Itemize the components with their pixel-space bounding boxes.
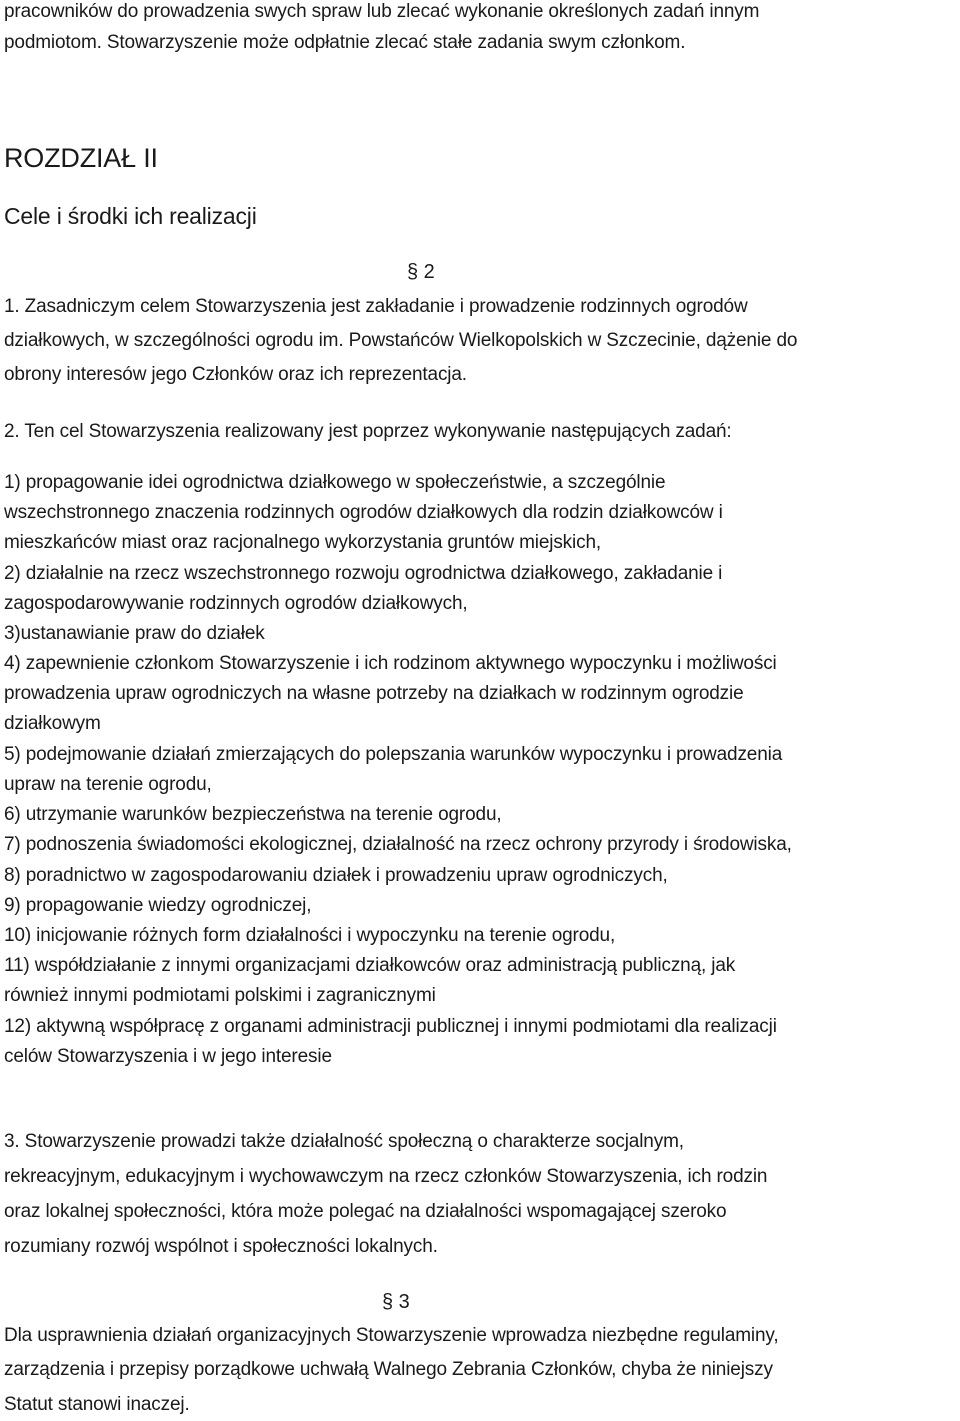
s2-point2-line: 7) podnoszenia świadomości ekologicznej, działalność na rzecz ochrony przyrody i środowiska, — [4, 834, 792, 855]
intro-line-2: podmiotom. Stowarzyszenie może odpłatnie zlecać stałe zadania swym członkom. — [4, 32, 686, 53]
s2-point2-line: celów Stowarzyszenia i w jego interesie — [4, 1046, 332, 1067]
s2-point2-line: 1) propagowanie idei ogrodnictwa działkowego w społeczeństwie, a szczególnie — [4, 472, 666, 493]
s2-point2-line: 8) poradnictwo w zagospodarowaniu działek i prowadzeniu upraw ogrodniczych, — [4, 865, 668, 886]
s3-line: Dla usprawnienia działań organizacyjnych Stowarzyszenie wprowadza niezbędne regulaminy, — [4, 1325, 779, 1346]
s2-point2-line: zagospodarowywanie rodzinnych ogrodów działkowych, — [4, 593, 468, 614]
s2-point1-line-2: działkowych, w szczególności ogrodu im. Powstańców Wielkopolskich w Szczecinie, dążenie do — [4, 330, 798, 351]
s2-point1-line-1: 1. Zasadniczym celem Stowarzyszenia jest zakładanie i prowadzenie rodzinnych ogrodów — [4, 296, 748, 317]
s2-point2-line: 10) inicjowanie różnych form działalności i wypoczynku na terenie ogrodu, — [4, 925, 616, 946]
s2-point3-line: 3. Stowarzyszenie prowadzi także działalność społeczną o charakterze socjalnym, — [4, 1131, 684, 1152]
section-2-mark: § 2 — [407, 261, 435, 283]
section-3-mark: § 3 — [382, 1291, 410, 1313]
s2-point2-line: 11) współdziałanie z innymi organizacjami działkowców oraz administracją publiczną, jak — [4, 955, 736, 976]
chapter-subtitle: Cele i środki ich realizacji — [4, 203, 257, 229]
s2-point2-line: 3)ustanawianie praw do działek — [4, 623, 265, 644]
s2-point2-intro: 2. Ten cel Stowarzyszenia realizowany jest poprzez wykonywanie następujących zadań: — [4, 421, 732, 442]
s2-point2-line: upraw na terenie ogrodu, — [4, 774, 212, 795]
s2-point3-line: oraz lokalnej społeczności, która może polegać na działalności wspomagającej szeroko — [4, 1201, 727, 1222]
s3-line: zarządzenia i przepisy porządkowe uchwałą Walnego Zebrania Członków, chyba że niniejszy — [4, 1359, 773, 1380]
chapter-title: ROZDZIAŁ II — [4, 143, 158, 173]
s2-point2-line: 2) działalnie na rzecz wszechstronnego rozwoju ogrodnictwa działkowego, zakładanie i — [4, 563, 723, 584]
s2-point2-line: 6) utrzymanie warunków bezpieczeństwa na terenie ogrodu, — [4, 804, 502, 825]
s2-point2-line: 9) propagowanie wiedzy ogrodniczej, — [4, 895, 312, 916]
s2-point2-line: działkowym — [4, 713, 101, 734]
s3-line: Statut stanowi inaczej. — [4, 1394, 190, 1415]
s2-point3-line: rekreacyjnym, edukacyjnym i wychowawczym na rzecz członków Stowarzyszenia, ich rodzin — [4, 1166, 768, 1187]
s2-point2-line: również innymi podmiotami polskimi i zagranicznymi — [4, 985, 436, 1006]
s2-point2-line: 4) zapewnienie członkom Stowarzyszenie i ich rodzinom aktywnego wypoczynku i możliwości — [4, 653, 777, 674]
s2-point2-line: 12) aktywną współpracę z organami administracji publicznej i innymi podmiotami dla realizacji — [4, 1016, 777, 1037]
s2-point1-line-3: obrony interesów jego Członków oraz ich reprezentacja. — [4, 364, 467, 385]
s2-point2-line: mieszkańców miast oraz racjonalnego wykorzystania gruntów miejskich, — [4, 532, 601, 553]
s2-point2-line: wszechstronnego znaczenia rodzinnych ogrodów działkowych dla rodzin działkowców i — [4, 502, 723, 523]
s2-point2-line: 5) podejmowanie działań zmierzających do polepszania warunków wypoczynku i prowadzenia — [4, 744, 783, 765]
s2-point3-line: rozumiany rozwój wspólnot i społeczności lokalnych. — [4, 1236, 438, 1257]
s2-point2-line: prowadzenia upraw ogrodniczych na własne potrzeby na działkach w rodzinnym ogrodzie — [4, 683, 744, 704]
intro-line-1: pracowników do prowadzenia swych spraw lub zlecać wykonanie określonych zadań innym — [4, 1, 760, 22]
